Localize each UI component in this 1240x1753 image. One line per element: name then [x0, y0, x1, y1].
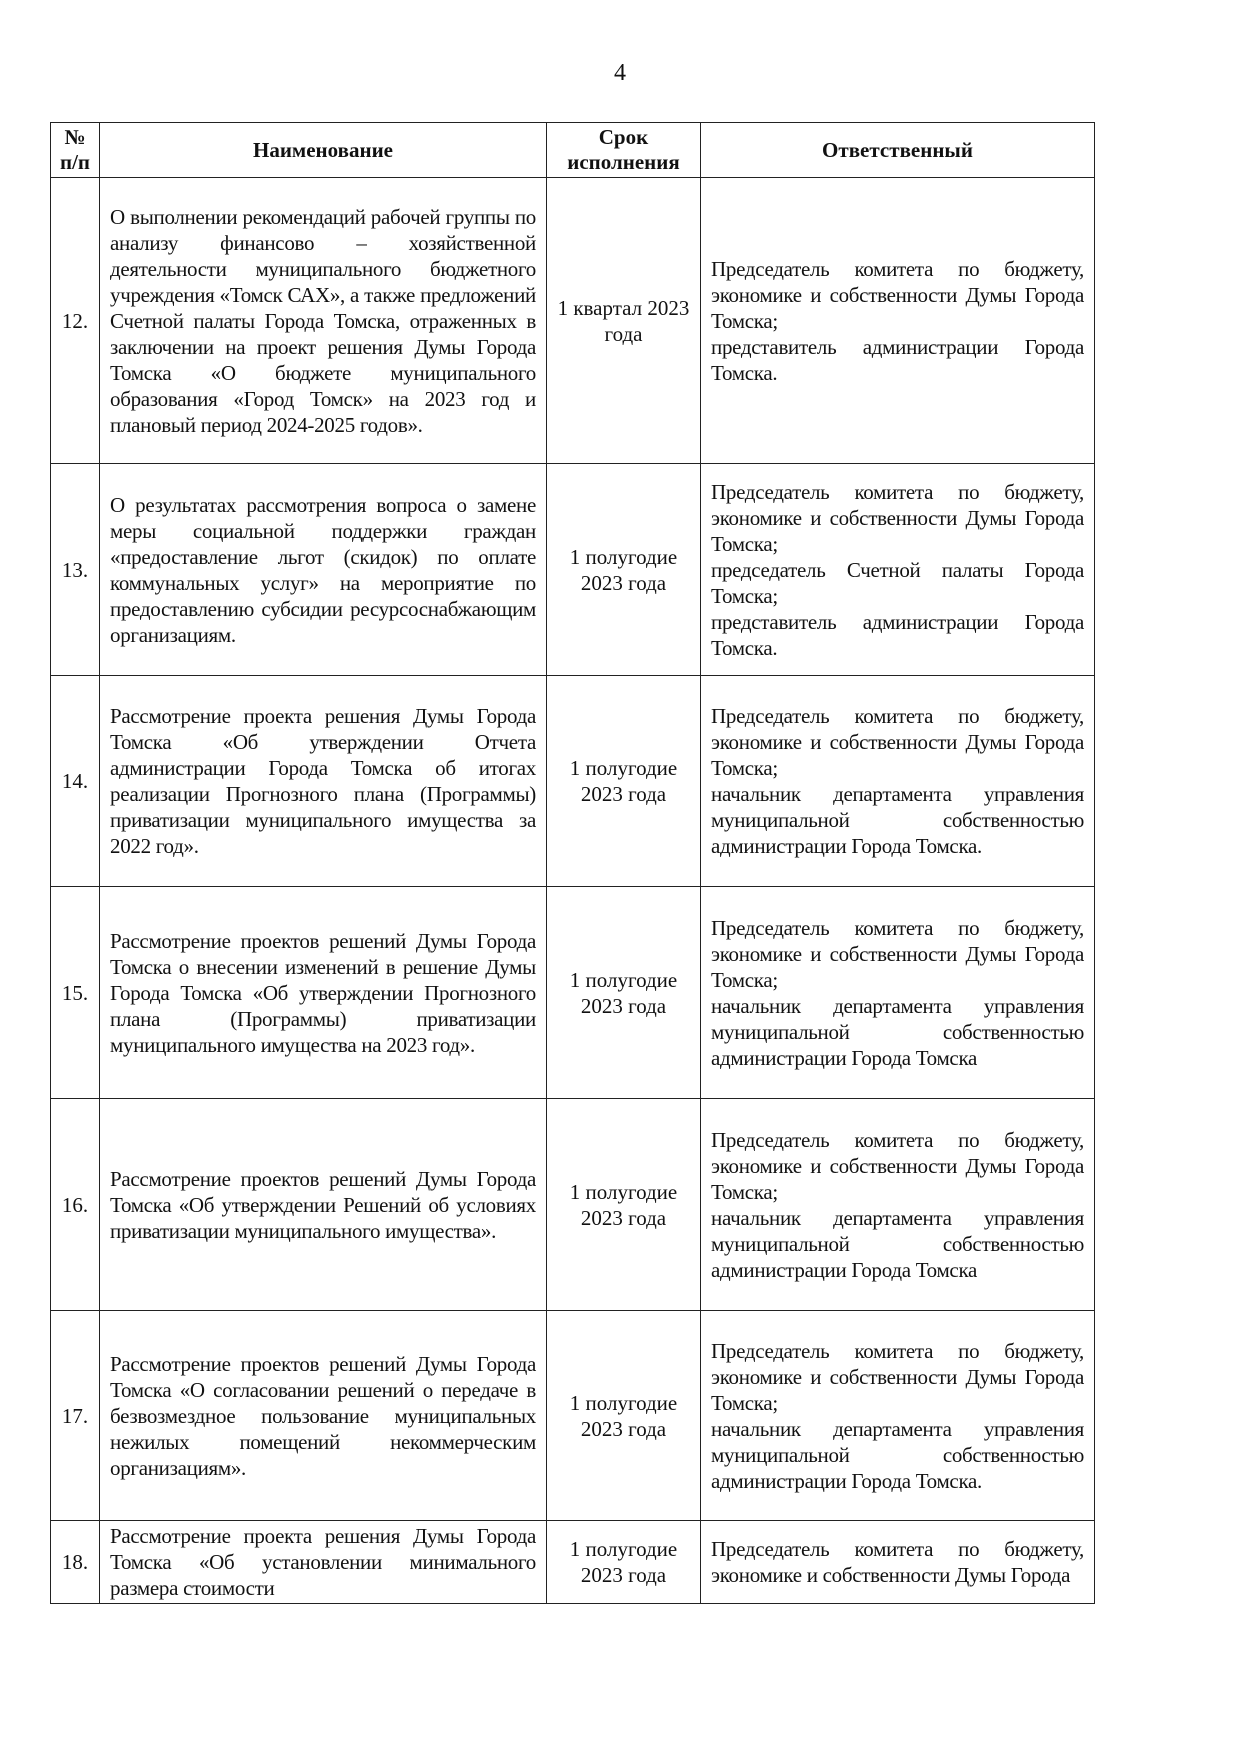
- responsible-line: представитель администрации Города Томска.: [711, 334, 1084, 385]
- row-responsible: [701, 464, 1095, 676]
- responsible-line: начальник департамента управления муниципальной собственностью администрации Города Томска: [711, 1205, 1084, 1282]
- row-responsible: [701, 887, 1095, 1099]
- table-row: [51, 464, 1095, 676]
- row-term: 1 полугодие 2023 года: [547, 676, 701, 887]
- responsible-line: начальник департамента управления муниципальной собственностью администрации Города Томска.: [711, 782, 1084, 858]
- header-responsible: Ответственный: [701, 123, 1095, 178]
- row-name: О результатах рассмотрения вопроса о замене меры социальной поддержки граждан «предоставление льгот (скидок) по оплате коммунальных услуг» на мероприятие по предоставлению субсидии ресурсоснабжающим организациям.: [100, 464, 547, 676]
- row-number: 14.: [51, 676, 100, 887]
- row-term: 1 квартал 2023 года: [547, 178, 701, 464]
- responsible-line: Председатель комитета по бюджету, экономике и собственности Думы Города Томска;: [711, 1127, 1084, 1204]
- responsible-line: начальник департамента управления муниципальной собственностью администрации Города Томска.: [711, 1416, 1084, 1493]
- responsible-line: Председатель комитета по бюджету, экономике и собственности Думы Города Томска;: [711, 479, 1084, 556]
- plan-table: [50, 122, 1095, 1604]
- responsible-line: Председатель комитета по бюджету, экономике и собственности Думы Города Томска;: [711, 915, 1084, 992]
- responsible-line: начальник департамента управления муниципальной собственностью администрации Города Томска: [711, 993, 1084, 1070]
- row-term: 1 полугодие 2023 года: [547, 1099, 701, 1311]
- responsible-line: председатель Счетной палаты Города Томска;: [711, 557, 1084, 608]
- header-num: № п/п: [51, 123, 100, 178]
- responsible-line: Председатель комитета по бюджету, экономике и собственности Думы Города: [711, 1537, 1084, 1587]
- table-row: [51, 1311, 1095, 1521]
- responsible-line: представитель администрации Города Томска.: [711, 609, 1084, 660]
- row-term: 1 полугодие 2023 года: [547, 1311, 701, 1521]
- table-row: [51, 887, 1095, 1099]
- responsible-line: Председатель комитета по бюджету, экономике и собственности Думы Города Томска;: [711, 704, 1084, 780]
- row-responsible: [701, 178, 1095, 464]
- row-number: 12.: [51, 178, 100, 464]
- header-term: Срок исполнения: [547, 123, 701, 178]
- table-row: [51, 1521, 1095, 1604]
- responsible-line: Председатель комитета по бюджету, экономике и собственности Думы Города Томска;: [711, 1338, 1084, 1415]
- row-term: 1 полугодие 2023 года: [547, 464, 701, 676]
- row-name: Рассмотрение проектов решений Думы Города Томска о внесении изменений в решение Думы Города Томска «Об утверждении Прогнозного плана (Программы) приватизации муниципального имущества на 2023 год».: [100, 887, 547, 1099]
- row-name: Рассмотрение проектов решений Думы Города Томска «Об утверждении Решений об условиях приватизации муниципального имущества».: [100, 1099, 547, 1311]
- row-responsible: [701, 1521, 1095, 1604]
- row-number: 18.: [51, 1521, 100, 1604]
- row-term: 1 полугодие 2023 года: [547, 1521, 701, 1604]
- row-name: Рассмотрение проекта решения Думы Города Томска «Об утверждении Отчета администрации Города Томска об итогах реализации Прогнозного плана (Программы) приватизации муниципального имущества за 2022 год».: [100, 676, 547, 887]
- page-number: 4: [614, 60, 626, 86]
- row-responsible: [701, 1099, 1095, 1311]
- row-name: Рассмотрение проекта решения Думы Города Томска «Об установлении минимального размера стоимости: [100, 1521, 547, 1604]
- row-name: О выполнении рекомендаций рабочей группы по анализу финансово – хозяйственной деятельности муниципального бюджетного учреждения «Томск САХ», а также предложений Счетной палаты Города Томска, отраженных в заключении на проект решения Думы Города Томска «О бюджете муниципального образования «Город Томск» на 2023 год и плановый период 2024-2025 годов».: [100, 178, 547, 464]
- row-responsible: [701, 676, 1095, 887]
- table-row: [51, 1099, 1095, 1311]
- row-number: 16.: [51, 1099, 100, 1311]
- row-number: 15.: [51, 887, 100, 1099]
- row-term: 1 полугодие 2023 года: [547, 887, 701, 1099]
- responsible-line: Председатель комитета по бюджету, экономике и собственности Думы Города Томска;: [711, 256, 1084, 333]
- row-number: 17.: [51, 1311, 100, 1521]
- table-row: [51, 178, 1095, 464]
- table-header-row: [51, 123, 1095, 178]
- table-row: [51, 676, 1095, 887]
- row-name: Рассмотрение проектов решений Думы Города Томска «О согласовании решений о передаче в безвозмездное пользование муниципальных нежилых помещений некоммерческим организациям».: [100, 1311, 547, 1521]
- row-responsible: [701, 1311, 1095, 1521]
- header-name: Наименование: [100, 123, 547, 178]
- row-number: 13.: [51, 464, 100, 676]
